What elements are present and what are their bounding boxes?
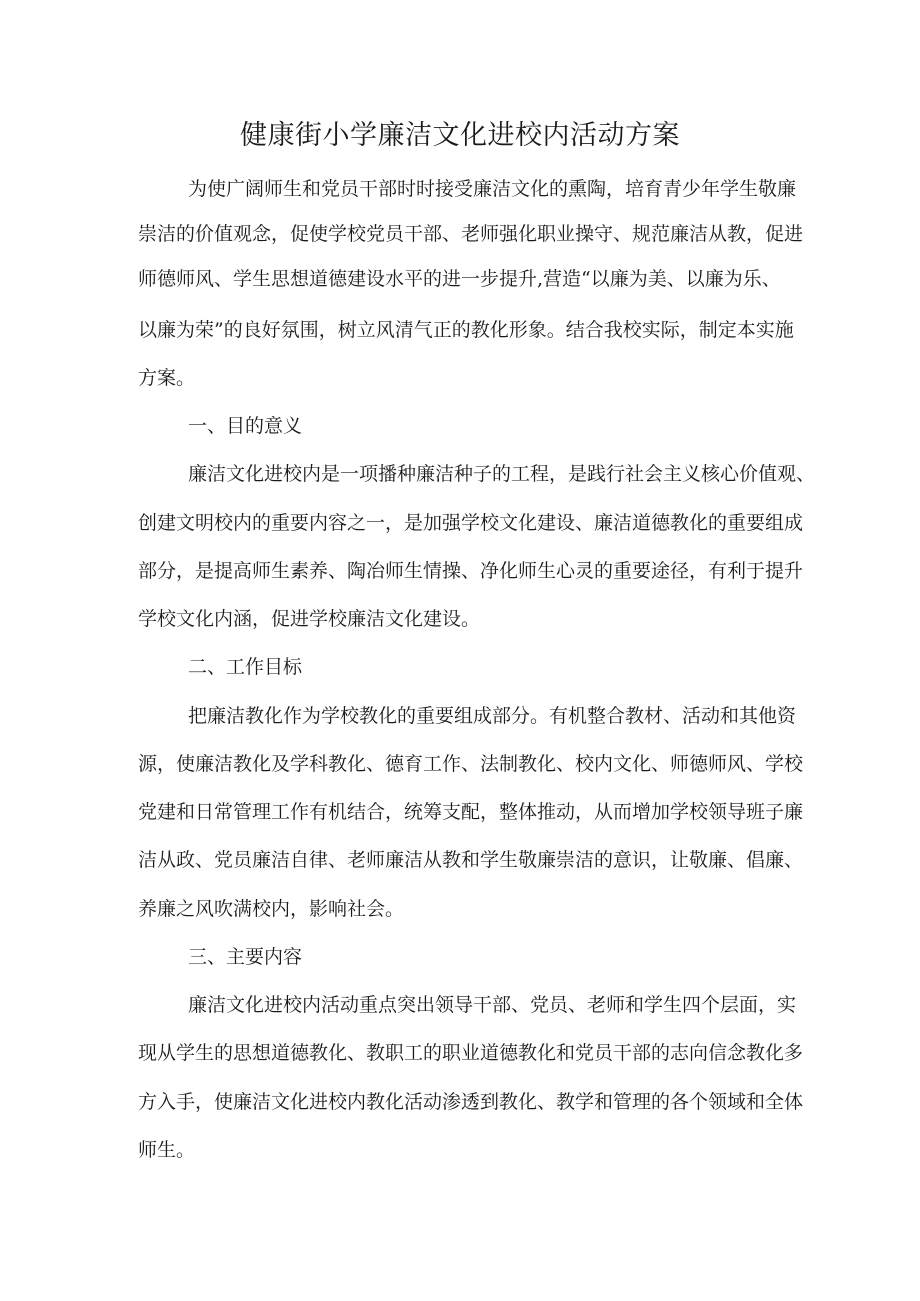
paragraph-line: 方入手，使廉洁文化进校内教化活动渗透到教化、教学和管理的各个领域和全体 <box>138 1091 804 1113</box>
paragraph-line: 为使广阔师生和党员干部时时接受廉洁文化的熏陶，培育青少年学生敬廉 <box>188 178 797 200</box>
paragraph-line: 廉洁文化进校内活动重点突出领导干部、党员、老师和学生四个层面，实 <box>188 994 797 1016</box>
paragraph-line: 源，使廉洁教化及学科教化、德育工作、法制教化、校内文化、师德师风、学校 <box>138 753 804 775</box>
paragraph-line: 洁从政、党员廉洁自律、老师廉洁从教和学生敬廉崇洁的意识，让敬廉、倡廉、 <box>138 849 804 871</box>
paragraph-line: 崇洁的价值观念，促使学校党员干部、老师强化职业操守、规范廉洁从教，促进 <box>138 223 804 245</box>
paragraph-line: 学校文化内涵，促进学校廉洁文化建设。 <box>138 608 481 630</box>
section-heading: 一、目的意义 <box>188 415 303 437</box>
paragraph-line: 师生。 <box>138 1139 196 1161</box>
paragraph-line: 部分，是提高师生素养、陶冶师生情操、净化师生心灵的重要途径，有利于提升 <box>138 560 804 582</box>
paragraph-line: 把廉洁教化作为学校教化的重要组成部分。有机整合教材、活动和其他资 <box>188 705 797 727</box>
paragraph-line: 党建和日常管理工作有机结合，统筹支配，整体推动，从而增加学校领导班子廉 <box>138 801 804 823</box>
paragraph-line: 以廉为荣”的良好氛围，树立风清气正的教化形象。结合我校实际，制定本实施 <box>138 319 794 341</box>
paragraph-line: 方案。 <box>138 367 196 389</box>
paragraph-line: 廉洁文化进校内是一项播种廉洁种子的工程，是践行社会主义核心价值观、 <box>188 463 816 485</box>
paragraph-line: 师德师风、学生思想道德建设水平的进一步提升,营造“以廉为美、以廉为乐、 <box>138 268 781 290</box>
section-heading: 二、工作目标 <box>188 656 303 678</box>
paragraph-line: 现从学生的思想道德教化、教职工的职业道德教化和党员干部的志向信念教化多 <box>138 1042 804 1064</box>
paragraph-line: 创建文明校内的重要内容之一，是加强学校文化建设、廉洁道德教化的重要组成 <box>138 512 804 534</box>
paragraph-line: 养廉之风吹满校内，影响社会。 <box>138 898 405 920</box>
document-title: 健康街小学廉洁文化进校内活动方案 <box>240 120 680 151</box>
section-heading: 三、主要内容 <box>188 946 303 968</box>
